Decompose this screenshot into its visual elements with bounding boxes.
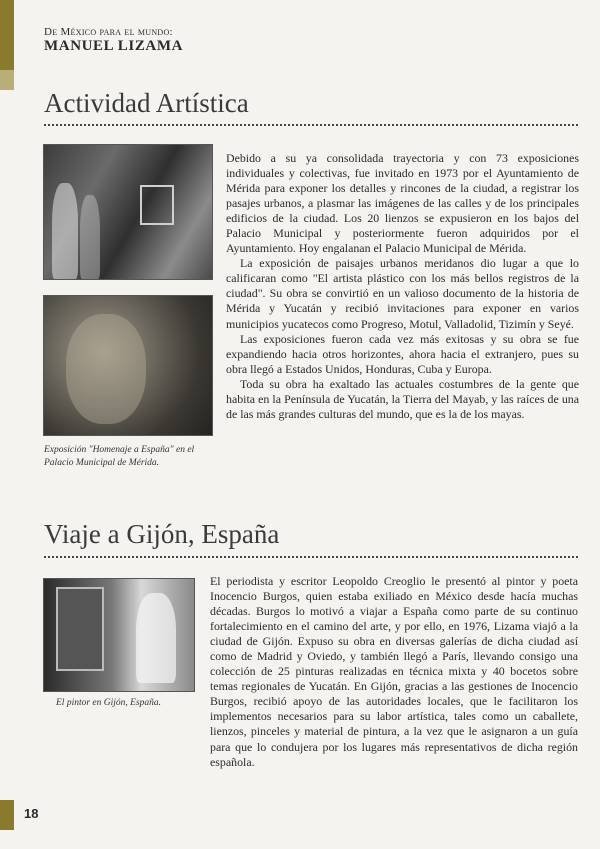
- section-body-actividad: [226, 151, 579, 422]
- paragraph: Debido a su ya consolidada trayectoria y con 73 exposiciones individuales y colectivas, fue invitado en 1973 por el Ayuntamiento de Mérida para exponer los detalles y rincones de la ciudad, a registrar los pasajes urbanos, a plasmar las imágenes de las calles y de los principales edificios de la ciudad. Los 20 lienzos se expusieron en los bajos del Palacio Municipal y posteriormente fueron adquiridos por el Ayuntamiento. Hoy engalanan el Palacio Municipal de Mérida.: [226, 151, 579, 256]
- photo-caption-painter: El pintor en Gijón, España.: [56, 698, 162, 708]
- page-edge-tab-top: [0, 0, 14, 70]
- paragraph: Las exposiciones fueron cada vez más exitosas y su obra se fue expandiendo hacia otros horizontes, ahora hacia el extranjero, pues su obra llegó a Estados Unidos, Honduras, Cuba y Europa.: [226, 331, 579, 376]
- easel-canvas: [56, 587, 104, 671]
- mural-figure: [66, 314, 146, 424]
- mural-painting-photo: [43, 295, 213, 436]
- visitor-figure: [52, 183, 78, 279]
- painter-figure: [136, 593, 176, 683]
- painting-frame: [140, 185, 174, 225]
- painter-photo: [43, 578, 195, 692]
- page-edge-tab-mid: [0, 70, 14, 90]
- section-title-viaje: Viaje a Gijón, España: [44, 519, 280, 549]
- section-title-actividad: Actividad Artística: [44, 88, 249, 118]
- visitor-figure: [80, 195, 100, 279]
- photo-caption-exhibition: Exposición "Homenaje a España" en el Palacio Municipal de Mérida.: [44, 445, 195, 468]
- page-edge-tab-bottom: [0, 800, 14, 830]
- header-subtitle: De México para el mundo:: [44, 26, 173, 38]
- dotted-divider: [44, 124, 578, 126]
- dotted-divider: [44, 556, 578, 558]
- section-body-viaje: [210, 574, 578, 770]
- paragraph: Toda su obra ha exaltado las actuales costumbres de la gente que habita en la Península de Yucatán, la Tierra del Mayab, y las raíces de una de las más grandes culturas del mundo, que es la de los mayas.: [226, 376, 579, 421]
- header-name: MANUEL LIZAMA: [44, 38, 184, 54]
- exhibition-photo: [43, 144, 213, 280]
- page-number: 18: [24, 806, 39, 821]
- paragraph: El periodista y escritor Leopoldo Creoglio le presentó al pintor y poeta Inocencio Burgos, quien estaba exiliado en México desde hacía muchas décadas. Burgos lo motivó a viajar a España como parte de su continuo fortalecimiento en el camino del arte, y por ello, en 1976, Lizama viajó a la ciudad de Gijón. Expuso su obra en diversas galerías de dicha ciudad así como de Madrid y Oviedo, y también llegó a París, llevando consigo una colección de 25 pinturas realizadas en técnica mixta y 40 bocetos sobre temas regionales de Yucatán. En Gijón, gracias a las gestiones de Inocencio Burgos, recibió apoyo de las autoridades locales, que le facilitaron los implementos necesarios para su labor artística, tales como un caballete, lienzos, pinceles y material de pintura, a la vez que le asignaron a un guía para que lo condujera por los lugares más representativos de dicha región española.: [210, 574, 578, 769]
- paragraph: La exposición de paisajes urbanos meridanos dio lugar a que lo calificaran como "El artista plástico con los más bellos registros de la ciudad". Su obra se convirtió en un valioso documento de la historia de Mérida y Yucatán y recibió invitaciones para exponer en varios municipios yucatecos como Progreso, Motul, Valladolid, Tizimín y Seyé.: [226, 256, 579, 331]
